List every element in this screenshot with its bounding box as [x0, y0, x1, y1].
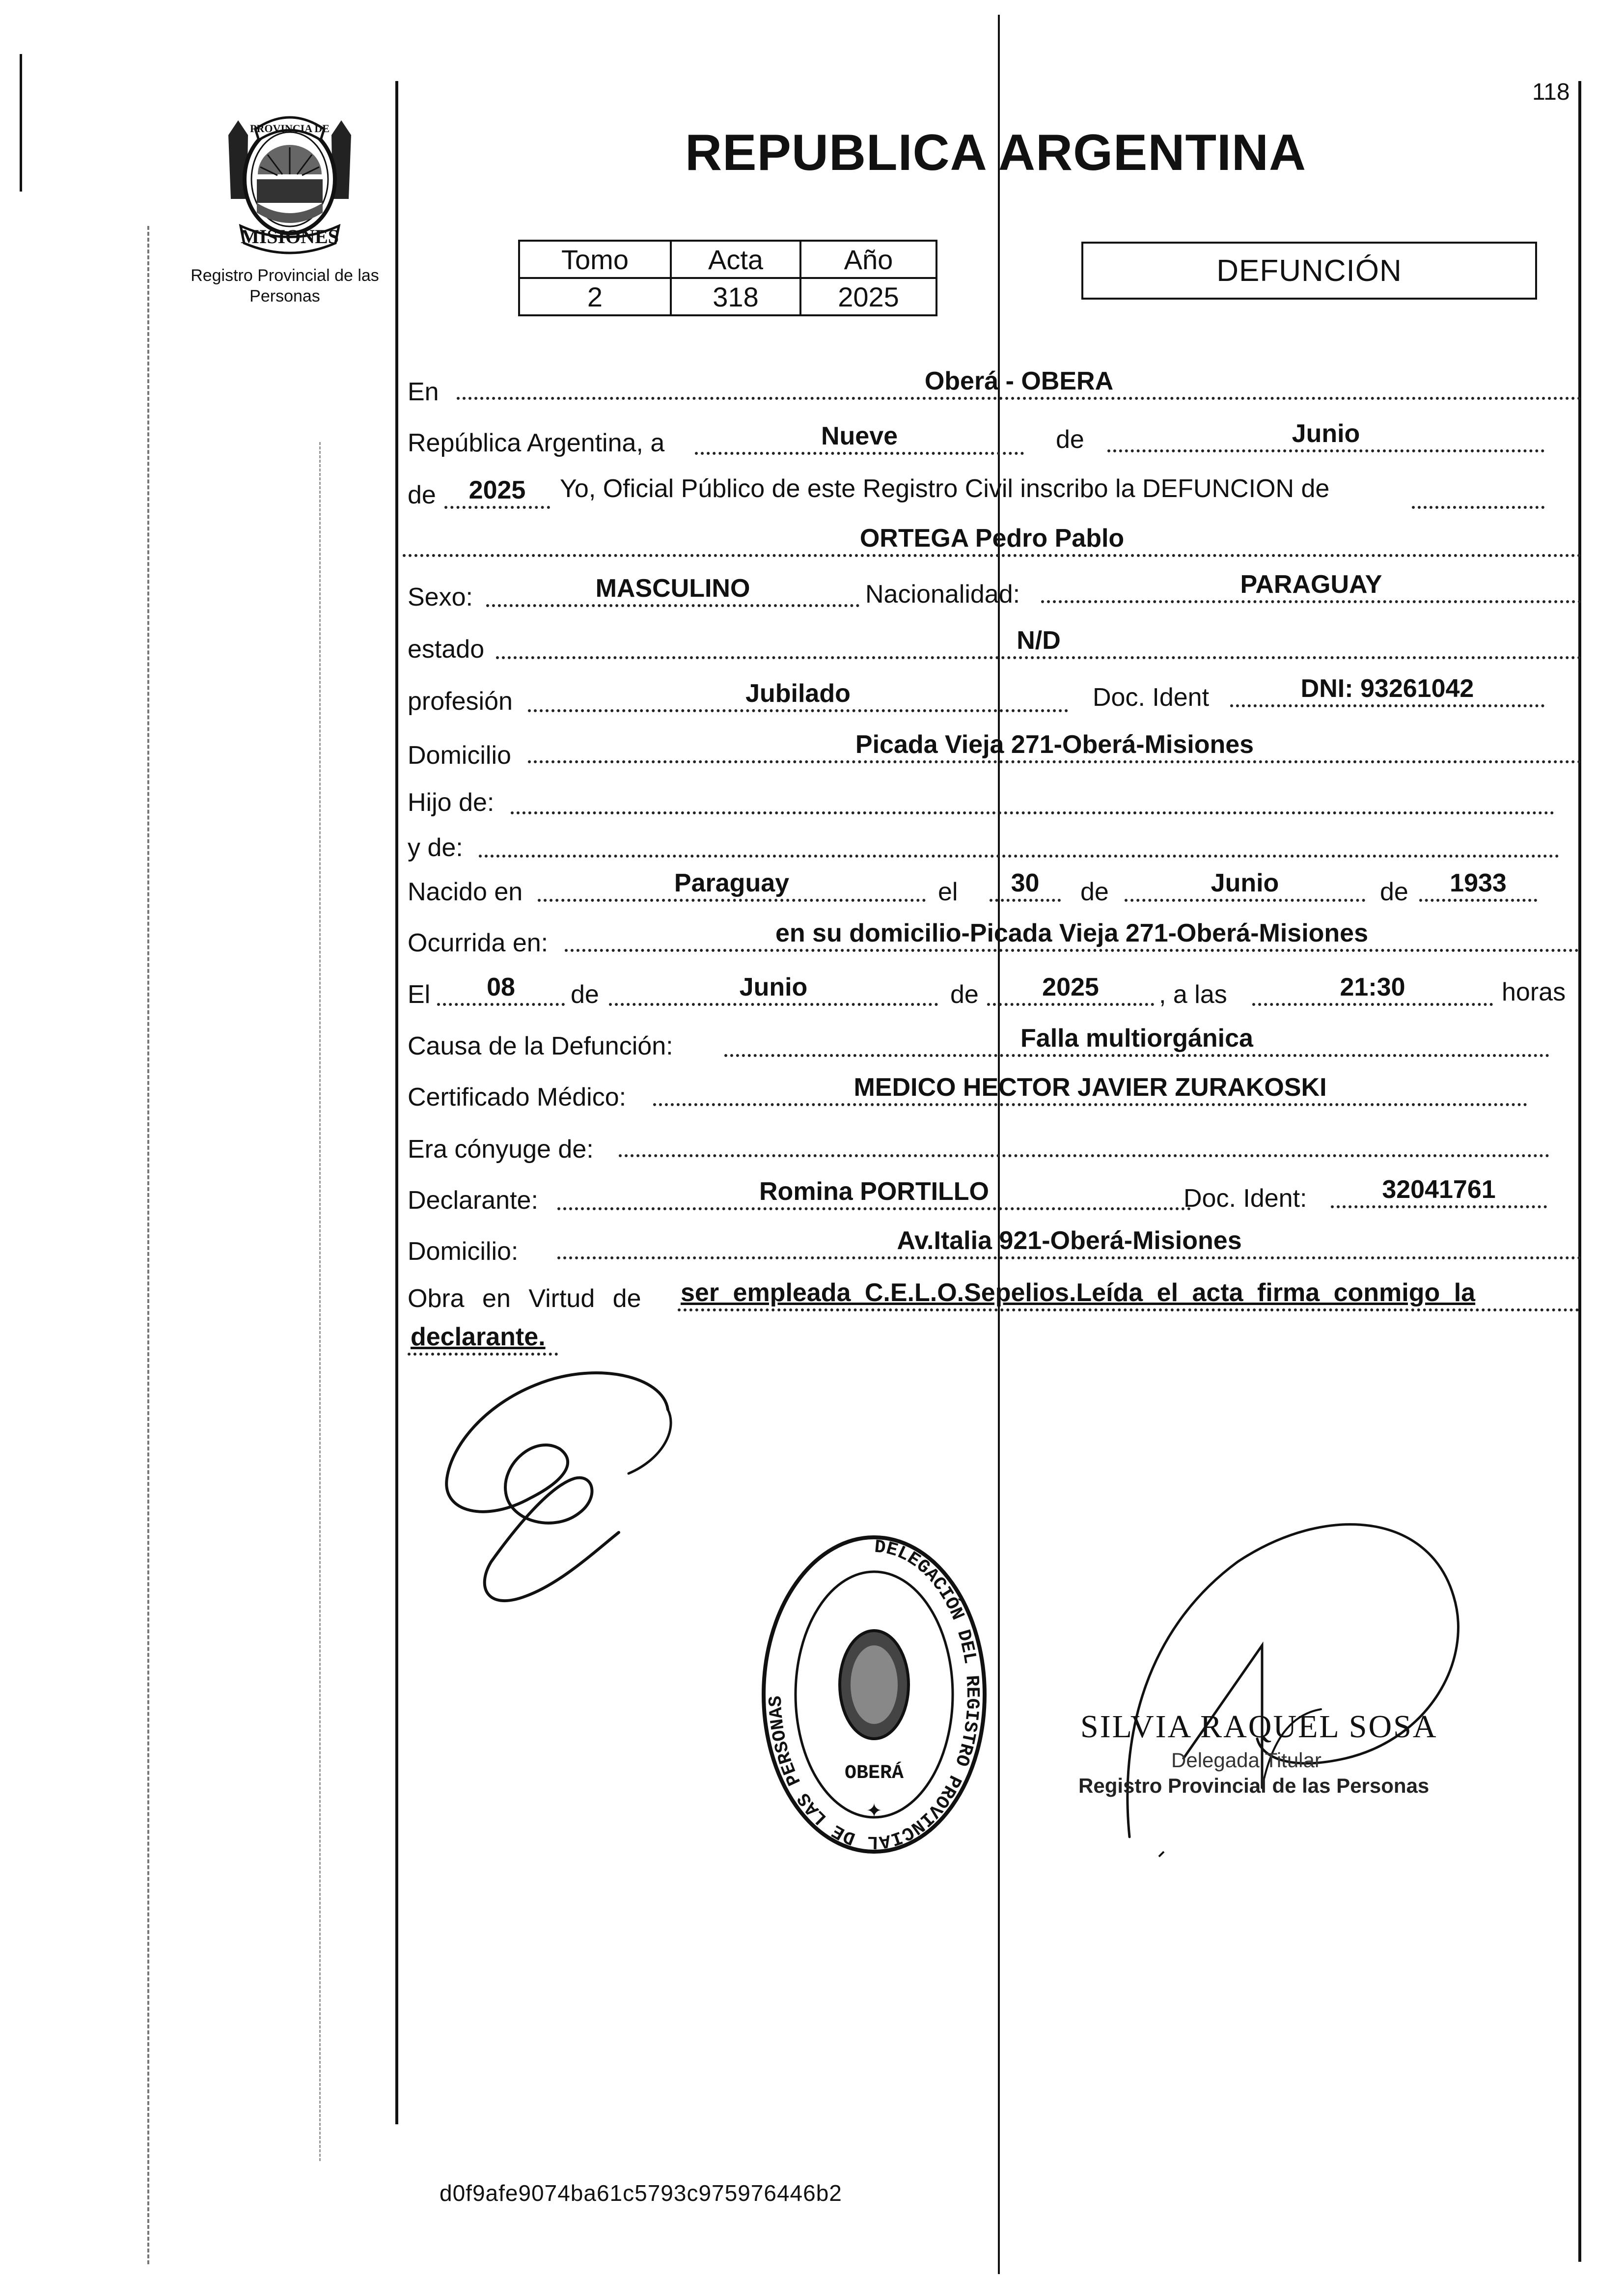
profession-label: profesión	[408, 687, 513, 716]
de-label-6: de	[950, 980, 979, 1009]
left-margin-rule	[20, 54, 22, 192]
certificate-field: MEDICO HECTOR JAVIER ZURAKOSKI	[653, 1074, 1527, 1106]
death-time-field: 21:30	[1252, 973, 1493, 1006]
occurred-label: Ocurrida en:	[408, 929, 549, 957]
declarant-label: Declarante:	[408, 1186, 538, 1215]
stamp-city: OBERÁ	[844, 1762, 904, 1784]
civil-status-label: estado	[408, 635, 485, 664]
margin-line	[319, 442, 321, 2161]
birth-day-field: 30	[990, 869, 1061, 902]
at-label: , a las	[1159, 980, 1227, 1009]
and-of-label: y de:	[408, 833, 463, 862]
and-of-field	[479, 825, 1559, 858]
birth-month-field: Junio	[1125, 869, 1365, 902]
de-label-5: de	[571, 980, 599, 1009]
sex-label: Sexo:	[408, 583, 473, 611]
tomo-value: 2	[519, 278, 671, 315]
delegation-stamp	[754, 1523, 994, 1857]
profession-field: Jubilado	[528, 680, 1068, 712]
spouse-label: Era cónyuge de:	[408, 1135, 594, 1164]
officer-name: SILVIA RAQUEL SOSA	[1080, 1709, 1438, 1745]
obra-text-2: declarante.	[411, 1323, 546, 1351]
death-day-field: 08	[437, 973, 565, 1006]
svg-text:MISIONES: MISIONES	[240, 225, 339, 248]
day-field: Nueve	[695, 422, 1024, 455]
obra-label: Obra en Virtud de	[408, 1284, 641, 1313]
republic-label: República Argentina, a	[408, 429, 665, 457]
document-type: DEFUNCIÓN	[1216, 253, 1402, 288]
year-field: 2025	[444, 476, 550, 509]
civil-status-field: N/D	[496, 627, 1581, 659]
form-right-border	[1578, 81, 1581, 2262]
document-type-box	[1081, 242, 1537, 300]
spouse-field	[619, 1125, 1549, 1157]
stamp-ring-text: DELEGACIÓN DEL REGISTRO PROVINCIAL DE LAS PERSONAS	[765, 1536, 983, 1853]
de-label-3: de	[1080, 878, 1109, 906]
officer-role: Delegada Titular	[1171, 1749, 1321, 1772]
obra-field-line-1	[678, 1279, 1579, 1311]
declarant-address-label: Domicilio:	[408, 1237, 519, 1266]
birth-el-label: el	[938, 878, 958, 906]
address-field: Picada Vieja 271-Oberá-Misiones	[528, 731, 1581, 763]
form-left-border	[395, 81, 398, 2124]
child-of-label: Hijo de:	[408, 788, 495, 817]
born-in-field: Paraguay	[538, 869, 926, 902]
sex-field: MASCULINO	[486, 575, 859, 607]
statement-text: Yo, Oficial Público de este Registro Civil inscribo la DEFUNCION de	[560, 474, 1330, 503]
certificate-label: Certificado Médico:	[408, 1083, 627, 1111]
de-label-1: de	[1056, 425, 1084, 454]
officer-signature	[1115, 1483, 1478, 1886]
tomo-acta-ano-table	[518, 240, 937, 316]
ano-header: Año	[800, 241, 936, 278]
officer-office: Registro Provincial de las Personas	[1078, 1774, 1430, 1797]
month-field: Junio	[1107, 420, 1544, 452]
cause-label: Causa de la Defunción:	[408, 1032, 673, 1060]
death-el-label: El	[408, 980, 431, 1009]
document-hash: d0f9afe9074ba61c5793c975976446b2	[440, 2180, 842, 2206]
declarant-address-field: Av.Italia 921-Oberá-Misiones	[557, 1227, 1581, 1259]
death-year-field: 2025	[987, 973, 1154, 1006]
declarant-signature	[432, 1365, 707, 1670]
acta-header: Acta	[671, 241, 800, 278]
de-label-2: de	[408, 481, 436, 509]
page-number: 118	[1532, 79, 1570, 105]
declarant-doc-label: Doc. Ident:	[1184, 1184, 1307, 1213]
tomo-header: Tomo	[519, 241, 671, 278]
born-in-label: Nacido en	[408, 878, 523, 906]
ano-value: 2025	[800, 278, 936, 315]
svg-text:✦: ✦	[866, 1800, 882, 1822]
child-of-field	[511, 782, 1554, 814]
doc-ident-label: Doc. Ident	[1093, 683, 1210, 712]
doc-ident-field: DNI: 93261042	[1230, 675, 1544, 707]
deceased-name-field: ORTEGA Pedro Pablo	[403, 525, 1581, 557]
hours-label: horas	[1502, 978, 1566, 1006]
statement-continuation-field	[1412, 476, 1544, 509]
en-field: Oberá - OBERA	[457, 367, 1581, 400]
cause-field: Falla multiorgánica	[724, 1025, 1549, 1057]
acta-value: 318	[671, 278, 800, 315]
nationality-label: Nacionalidad:	[865, 580, 1020, 609]
address-label: Domicilio	[408, 741, 511, 770]
birth-year-field: 1933	[1419, 869, 1537, 902]
occurred-field: en su domicilio-Picada Vieja 271-Oberá-Misiones	[565, 919, 1579, 952]
document-title: REPUBLICA ARGENTINA	[685, 124, 1307, 181]
svg-text:PROVINCIA DE: PROVINCIA DE	[250, 122, 330, 135]
declarant-field: Romina PORTILLO	[557, 1178, 1191, 1210]
obra-text-1: ser empleada C.E.L.O.Sepelios.Leída el acta firma conmigo la	[681, 1278, 1476, 1307]
en-label: En	[408, 378, 439, 406]
declarant-doc-field: 32041761	[1331, 1176, 1547, 1208]
de-label-4: de	[1380, 878, 1408, 906]
nationality-field: PARAGUAY	[1041, 571, 1581, 603]
death-month-field: Junio	[609, 973, 938, 1006]
punch-margin-line	[147, 226, 149, 2264]
obra-field-line-2	[408, 1323, 558, 1356]
provincial-seal-logo	[209, 101, 371, 263]
registry-name: Registro Provincial de las Personas	[191, 266, 379, 306]
